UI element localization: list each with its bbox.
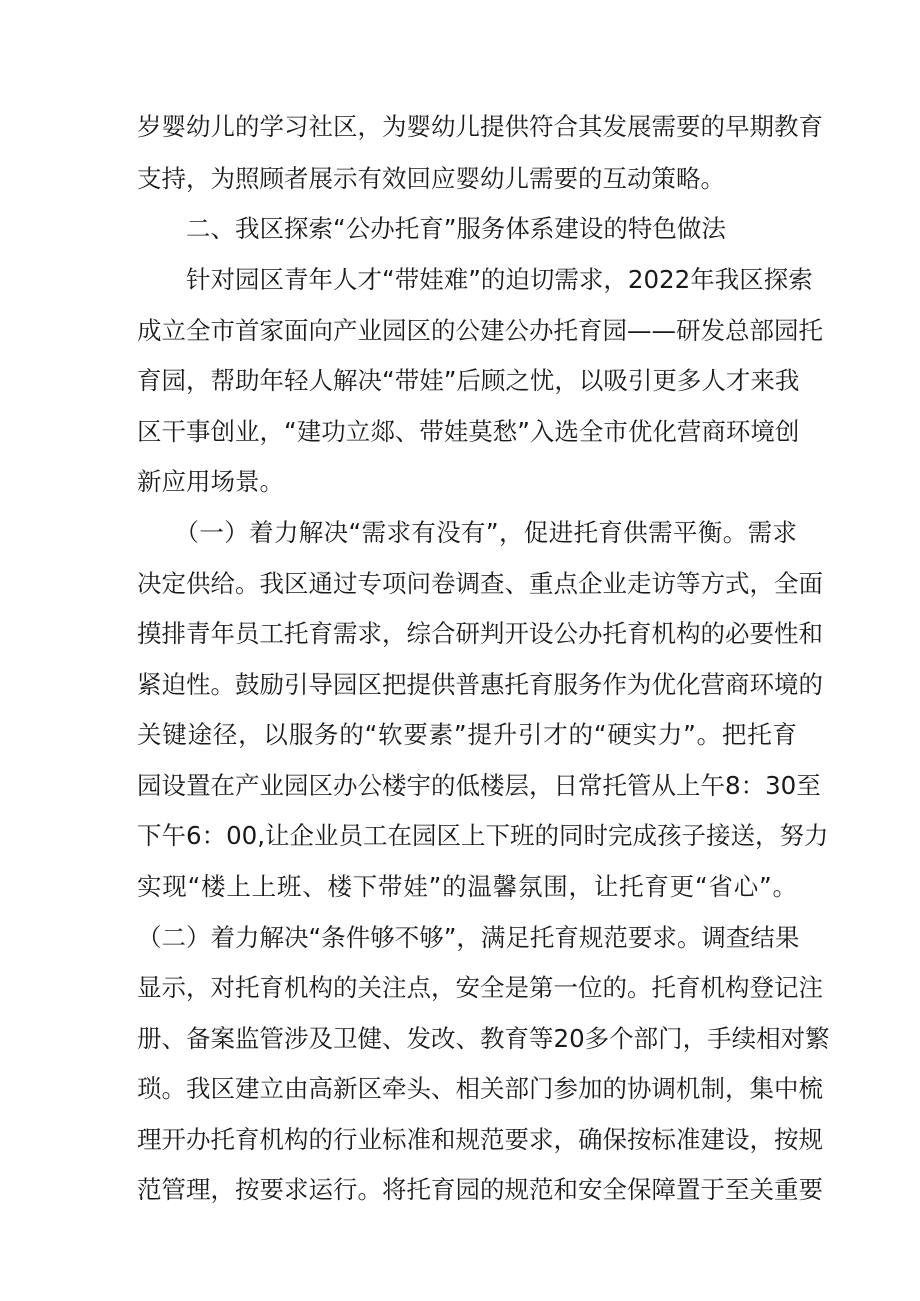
text-line-13: 关键途径，以服务的“软要素”提升引才的“硬实力”。把托育 (137, 720, 797, 749)
text-line-10: 决定供给。我区通过专项问卷调查、重点企业走访等方式，全面 (137, 569, 823, 598)
text-line-6: 育园，帮助年轻人解决“带娃”后顾之忧，以吸引更多人才来我 (137, 366, 800, 395)
text-line-19: 册、备案监管涉及卫健、发改、教育等20多个部门，手续相对繁 (137, 1024, 830, 1053)
text-line-4: 针对园区青年人才“带娃难”的迫切需求，2022年我区探索 (137, 265, 813, 294)
text-line-11: 摸排青年员工托育需求，综合研判开设公办托育机构的必要性和 (137, 619, 823, 648)
text-line-14: 园设置在产业园区办公楼宇的低楼层，日常托管从上午8：30至 (137, 771, 821, 800)
subsection-heading-1: （一）着力解决“需求有没有”，促进托育供需平衡。需求 (137, 518, 797, 547)
section-heading-2: 二、我区探索“公办托育”服务体系建设的特色做法 (137, 214, 726, 243)
subsection-heading-2: （二）着力解决“条件够不够”，满足托育规范要求。调查结果 (137, 923, 800, 952)
text-line-12: 紧迫性。鼓励引导园区把提供普惠托育服务作为优化营商环境的 (137, 670, 823, 699)
text-line-21: 理开办托育机构的行业标准和规范要求，确保按标准建设，按规 (137, 1125, 823, 1154)
text-line-20: 琐。我区建立由高新区牵头、相关部门参加的协调机制，集中梳 (137, 1074, 823, 1103)
text-line-2: 支持，为照顾者展示有效回应婴幼儿需要的互动策略。 (137, 164, 725, 193)
text-line-18: 显示，对托育机构的关注点，安全是第一位的。托育机构登记注 (137, 973, 823, 1002)
text-line-22: 范管理，按要求运行。将托育园的规范和安全保障置于至关重要 (137, 1175, 823, 1204)
text-line-15: 下午6：00,让企业员工在园区上下班的同时完成孩子接送，努力 (137, 821, 829, 850)
text-line-7: 区干事创业，“建功立郯、带娃莫愁”入选全市优化营商环境创 (137, 417, 800, 446)
text-line-1: 岁婴幼儿的学习社区，为婴幼儿提供符合其发展需要的早期教育 (137, 112, 823, 141)
text-line-8: 新应用场景。 (137, 467, 284, 496)
text-line-16: 实现“楼上上班、楼下带娃”的温馨氛围，让托育更“省心”。 (137, 872, 797, 901)
text-line-5: 成立全市首家面向产业园区的公建公办托育园——研发总部园托 (137, 316, 823, 345)
